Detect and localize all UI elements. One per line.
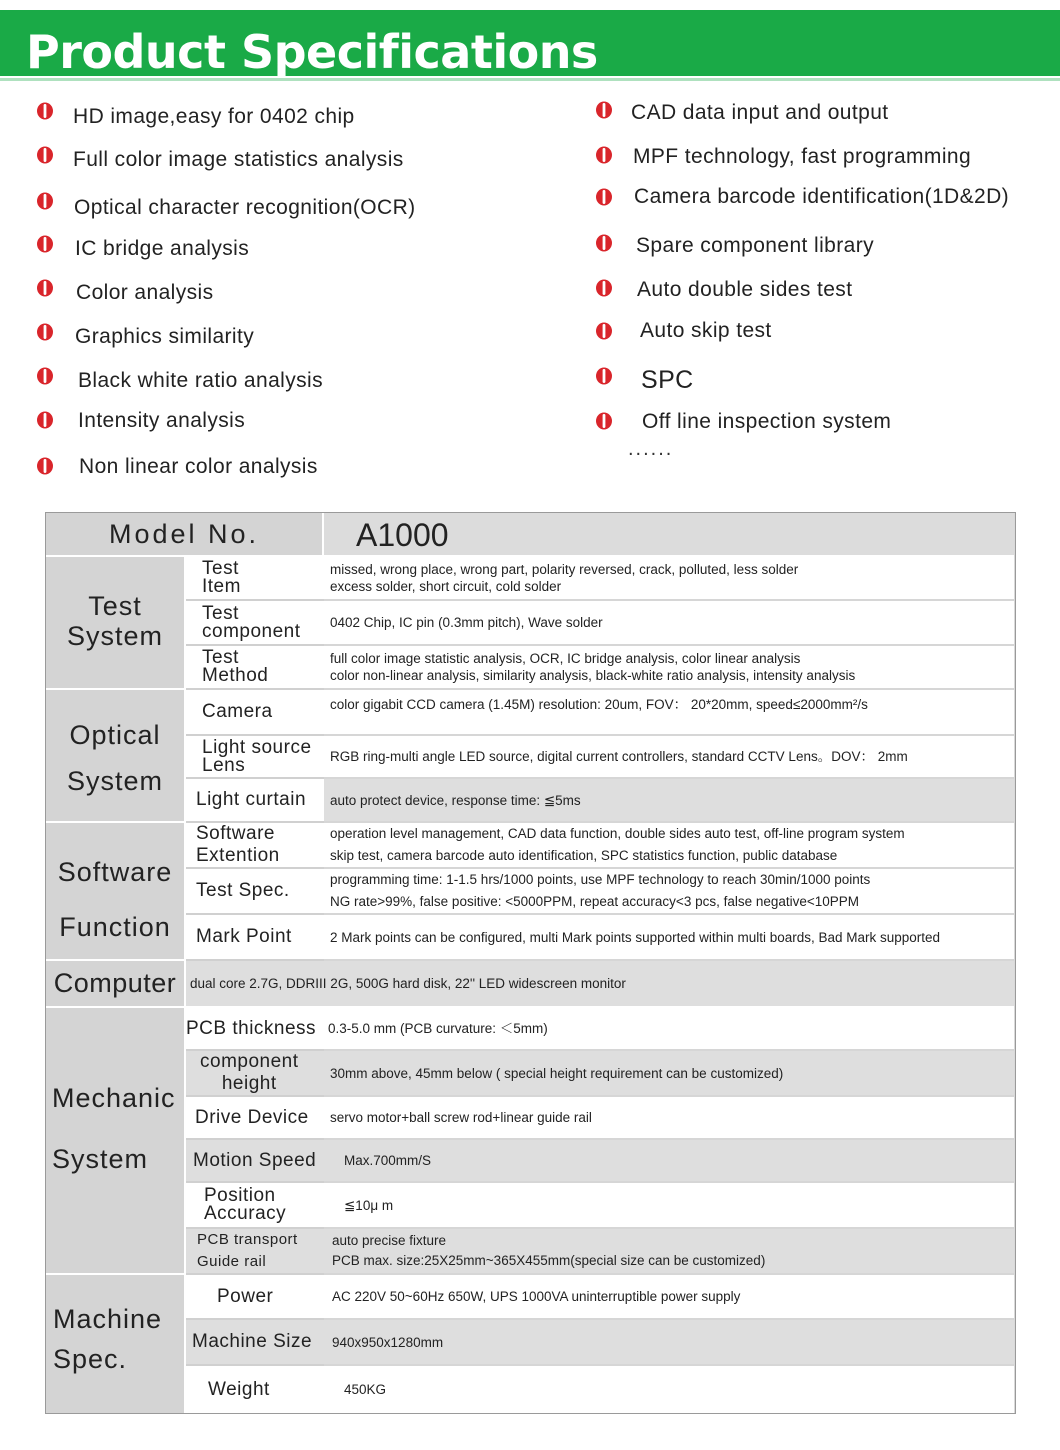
group-title: Test System — [66, 591, 164, 651]
feature-item: IC bridge analysis — [75, 237, 250, 260]
red-capsule-icon — [595, 322, 613, 340]
label-test-component: Test component — [186, 601, 324, 646]
group-title: Machine Spec. — [53, 1304, 163, 1374]
red-capsule-icon — [595, 101, 613, 119]
spec-table — [45, 512, 1016, 1414]
feature-item: Off line inspection system — [642, 410, 892, 433]
feature-item: Non linear color analysis — [79, 455, 318, 478]
value-light-source: RGB ring-multi angle LED source, digital current controllers, standard CCTV Lens。DOV： 2mm — [324, 736, 1014, 779]
label-pcb-thickness: PCB thickness — [186, 1008, 324, 1051]
page-title: Product Specifications — [26, 25, 598, 79]
red-capsule-icon — [595, 188, 613, 206]
group-software-function — [46, 823, 186, 961]
feature-item: Graphics similarity — [75, 325, 255, 348]
label-mark-point: Mark Point — [186, 915, 324, 961]
label-weight: Weight — [186, 1366, 324, 1413]
label-component-height: component height — [186, 1051, 324, 1097]
red-capsule-icon — [595, 367, 613, 385]
value-drive-device: servo motor+ball screw rod+linear guide rail — [324, 1097, 1014, 1140]
label-power: Power — [186, 1275, 324, 1320]
red-capsule-icon — [595, 146, 613, 164]
feature-item: Full color image statistics analysis — [73, 148, 404, 171]
value-software-extention: operation level management, CAD data function, double sides auto test, off-line program system skip test, camera barcode auto identification, SPC statistics function, public database — [324, 823, 1014, 869]
red-capsule-icon — [36, 279, 54, 297]
feature-item: Black white ratio analysis — [78, 369, 323, 392]
red-capsule-icon — [36, 411, 54, 429]
feature-item: Camera barcode identification(1D&2D) — [634, 185, 1010, 208]
group-test-system — [46, 557, 186, 690]
feature-item: Auto double sides test — [637, 278, 853, 301]
red-capsule-icon — [36, 323, 54, 341]
value-test-item: missed, wrong place, wrong part, polarity reversed, crack, polluted, less solder excess solder, short circuit, cold solder — [324, 557, 1014, 601]
red-capsule-icon — [36, 235, 54, 253]
red-capsule-icon — [36, 457, 54, 475]
label-machine-size: Machine Size — [186, 1320, 324, 1366]
model-value: A1000 — [324, 513, 1014, 557]
label-test-spec: Test Spec. — [186, 869, 324, 915]
label-camera: Camera — [186, 690, 324, 736]
value-machine-size: 940x950x1280mm — [324, 1320, 1014, 1366]
feature-item: SPC — [641, 366, 694, 394]
feature-item: HD image,easy for 0402 chip — [73, 105, 355, 128]
group-optical-system — [46, 690, 186, 823]
label-test-item: Test Item — [186, 557, 324, 601]
red-capsule-icon — [36, 102, 54, 120]
value-power: AC 220V 50~60Hz 650W, UPS 1000VA uninterruptible power supply — [324, 1275, 1014, 1320]
value-light-curtain: auto protect device, response time: ≦5ms — [324, 779, 1014, 823]
red-capsule-icon — [595, 279, 613, 297]
model-label: Model No. — [46, 513, 324, 557]
label-light-source: Light source Lens — [186, 736, 324, 779]
value-position-accuracy: ≦10μ m — [324, 1183, 1014, 1229]
more-features-ellipsis: ...... — [628, 438, 674, 460]
value-computer: dual core 2.7G, DDRIII 2G, 500G hard disk, 22'' LED widescreen monitor — [186, 961, 1014, 1008]
value-pcb-transport: auto precise fixture PCB max. size:25X25mm~365X455mm(special size can be customized) — [324, 1229, 1014, 1275]
group-title: Mechanic System — [52, 1083, 176, 1174]
red-capsule-icon — [36, 192, 54, 210]
group-computer: Computer — [46, 961, 186, 1008]
label-test-method: Test Method — [186, 646, 324, 690]
feature-item: Spare component library — [636, 234, 874, 257]
group-title: Software Function — [57, 857, 173, 942]
group-title: Optical System — [66, 720, 164, 796]
label-drive-device: Drive Device — [186, 1097, 324, 1140]
value-test-component: 0402 Chip, IC pin (0.3mm pitch), Wave solder — [324, 601, 1014, 646]
feature-item: Color analysis — [76, 281, 214, 304]
value-motion-speed: Max.700mm/S — [324, 1140, 1014, 1183]
label-position-accuracy: Position Accuracy — [186, 1183, 324, 1229]
label-light-curtain: Light curtain — [186, 779, 324, 823]
value-camera: color gigabit CCD camera (1.45M) resolution: 20um, FOV： 20*20mm, speed≤2000mm²/s — [324, 690, 1014, 736]
red-capsule-icon — [595, 412, 613, 430]
value-mark-point: 2 Mark points can be configured, multi Mark points supported within multi boards, Bad Mark supported — [324, 915, 1014, 961]
label-motion-speed: Motion Speed — [186, 1140, 324, 1183]
red-capsule-icon — [36, 146, 54, 164]
value-pcb-thickness: 0.3-5.0 mm (PCB curvature: ＜5mm) — [324, 1008, 1014, 1051]
feature-item: Optical character recognition(OCR) — [74, 196, 416, 219]
feature-item: CAD data input and output — [631, 101, 889, 124]
red-capsule-icon — [595, 234, 613, 252]
value-weight: 450KG — [324, 1366, 1014, 1413]
label-software-extention: Software Extention — [186, 823, 324, 869]
feature-item: Auto skip test — [640, 319, 772, 342]
value-test-spec: programming time: 1-1.5 hrs/1000 points, use MPF technology to reach 30min/1000 points NG rate>99%, false positive: <5000PPM, repeat accuracy<3 pcs, false negative<10PPM — [324, 869, 1014, 915]
header-banner — [0, 10, 1060, 79]
value-test-method: full color image statistic analysis, OCR, IC bridge analysis, color linear analysis color non-linear analysis, similarity analysis, black-white ratio analysis, intensity analysis — [324, 646, 1014, 690]
red-capsule-icon — [36, 367, 54, 385]
group-mechanic-system — [46, 1008, 186, 1275]
label-pcb-transport: PCB transport Guide rail — [186, 1229, 324, 1275]
value-component-height: 30mm above, 45mm below ( special height requirement can be customized) — [324, 1051, 1014, 1097]
feature-item: Intensity analysis — [78, 409, 246, 432]
header-divider — [0, 78, 1060, 81]
feature-item: MPF technology, fast programming — [633, 145, 972, 168]
group-machine-spec — [46, 1275, 186, 1413]
